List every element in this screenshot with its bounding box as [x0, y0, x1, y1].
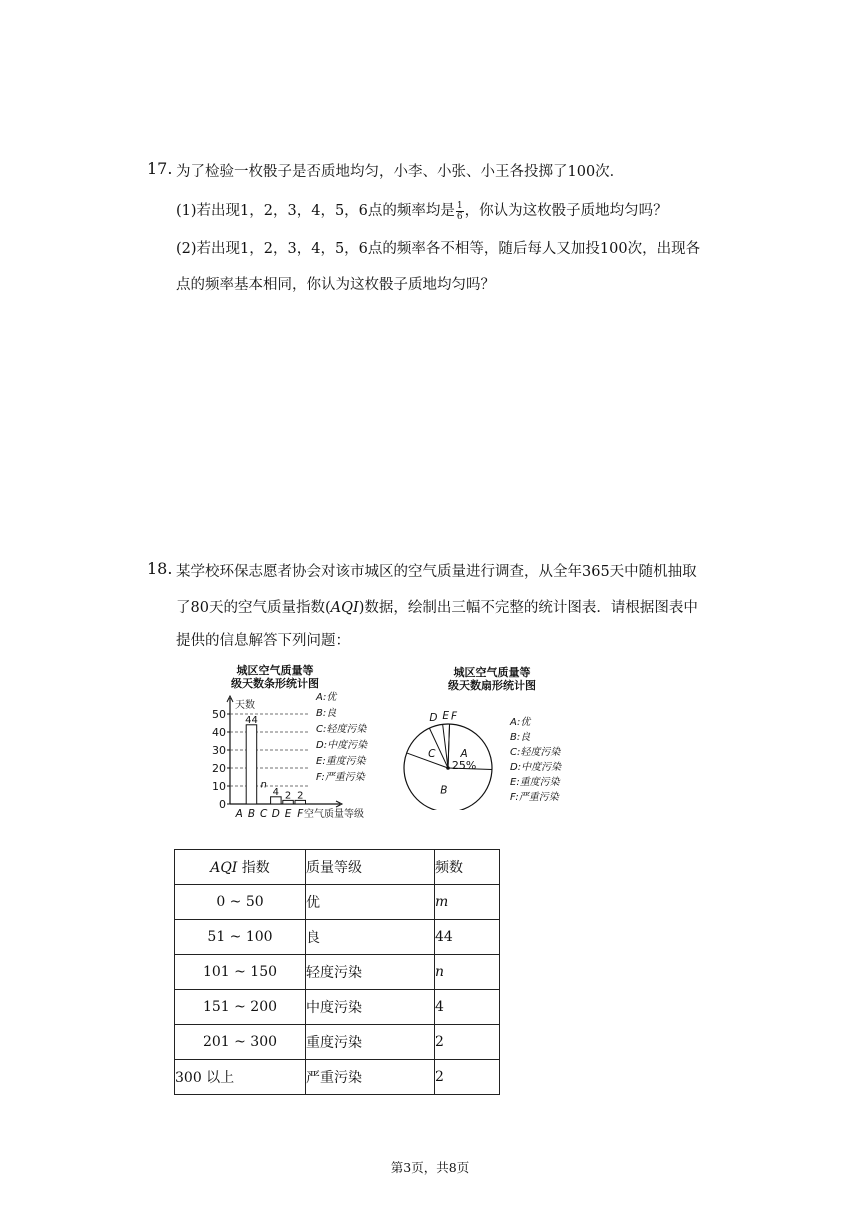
pie-slice-label-D: D: [429, 712, 438, 725]
bar-legend-item: C:轻度污染: [316, 724, 367, 735]
bar-data-label: 44: [245, 714, 258, 726]
pie-legend-item: E:重度污染: [510, 777, 560, 788]
pie-legend-item: F:严重污染: [510, 792, 559, 803]
y-tick-label: 20: [212, 762, 226, 775]
pie-chart: [400, 660, 580, 810]
header-aqi-abbr: AQI: [210, 860, 238, 876]
pie-legend-item: D:中度污染: [510, 762, 562, 773]
cell-aqi-range: 101 ~ 150: [175, 955, 306, 990]
fraction-one-sixth: [456, 201, 464, 222]
bar-data-label: 2: [297, 790, 304, 802]
table-row: [175, 1025, 500, 1060]
x-tick-label: E: [284, 808, 292, 820]
fraction-denominator: 6: [456, 211, 463, 222]
bar-data-label: 4: [272, 786, 280, 798]
cell-frequency: n: [435, 955, 500, 990]
x-tick-label: B: [247, 808, 256, 820]
part-1-text-before: (1)若出现1，2，3，4，5，6点的频率均是: [176, 203, 455, 219]
bar-legend-item: B:良: [316, 708, 337, 719]
cell-quality-level: 轻度污染: [306, 955, 435, 990]
bar-data-label: 2: [284, 790, 292, 802]
cell-aqi-range: 300 以上: [175, 1060, 306, 1095]
y-tick-label: 0: [219, 798, 226, 811]
cell-aqi-range: 51 ~ 100: [175, 920, 306, 955]
bar-data-label: n: [260, 779, 267, 791]
pie-slice-label-E: E: [442, 710, 450, 723]
bar-D: [271, 797, 282, 804]
cell-aqi-range: 201 ~ 300: [175, 1025, 306, 1060]
cell-aqi-range: 0 ~ 50: [175, 885, 306, 920]
x-tick-label: A: [235, 808, 243, 820]
table-row: [175, 885, 500, 920]
table-row: [175, 990, 500, 1025]
x-tick-label: F: [297, 808, 304, 820]
line-2-after: )数据，绘制出三幅不完整的统计图表．请根据图表中: [358, 600, 698, 616]
cell-quality-level: 重度污染: [306, 1025, 435, 1060]
bar-B: [246, 725, 257, 804]
bar-chart-title-line-2: 级天数条形统计图: [231, 677, 319, 690]
cell-quality-level: 良: [306, 920, 435, 955]
table-row: [175, 920, 500, 955]
pie-slice-label-A: A: [460, 747, 468, 760]
cell-quality-level: 优: [306, 885, 435, 920]
part-1-text-after: ，你认为这枚骰子质地均匀吗？: [464, 203, 668, 219]
bar-legend-item: F:严重污染: [316, 772, 365, 783]
question-18-line-1: 某学校环保志愿者协会对该市城区的空气质量进行调查，从全年365天中随机抽取: [176, 564, 697, 580]
header-level: 质量等级: [306, 850, 435, 885]
pie-chart-title-line-2: 级天数扇形统计图: [448, 679, 536, 692]
table-header-row: [175, 850, 500, 885]
question-17-number: 17.: [147, 159, 173, 178]
y-tick-label: 50: [212, 708, 226, 721]
question-18-line-2: [176, 596, 698, 617]
cell-frequency: 2: [435, 1060, 500, 1095]
question-17-part-2-line-2: 点的频率基本相同，你认为这枚骰子质地均匀吗？: [176, 277, 495, 293]
header-aqi-suffix: 指数: [241, 860, 270, 876]
cell-frequency: 44: [435, 920, 500, 955]
bar-chart: [180, 658, 395, 823]
y-tick-label: 10: [212, 780, 226, 793]
cell-frequency: 2: [435, 1025, 500, 1060]
bar-legend-item: D:中度污染: [316, 740, 368, 751]
page-footer: 第3页，共8页: [390, 1160, 470, 1175]
pie-slice-label-F: F: [450, 710, 458, 723]
aqi-table: [174, 849, 500, 1095]
pie-legend-item: A:优: [510, 717, 531, 728]
cell-aqi-range: 151 ~ 200: [175, 990, 306, 1025]
cell-quality-level: 严重污染: [306, 1060, 435, 1095]
pie-slice-label-B: B: [440, 784, 448, 797]
header-frequency: 频数: [435, 850, 500, 885]
aqi-abbr: AQI: [330, 600, 359, 616]
cell-quality-level: 中度污染: [306, 990, 435, 1025]
question-18-number: 18.: [147, 559, 173, 578]
pie-chart-title: 城区空气质量等: [453, 666, 531, 679]
bar-legend-item: E:重度污染: [316, 756, 366, 767]
x-axis-label: 空气质量等级: [304, 809, 364, 820]
cell-frequency: m: [435, 885, 500, 920]
line-2-before: 了80天的空气质量指数(: [176, 600, 331, 616]
pie-slice-percent: 25%: [451, 758, 477, 772]
header-aqi: [175, 850, 306, 885]
y-tick-label: 30: [212, 744, 226, 757]
fraction-numerator: 1: [456, 200, 463, 211]
question-17-stem: 为了检验一枚骰子是否质地均匀，小李、小张、小王各投掷了100次．: [176, 164, 625, 180]
table-row: [175, 1060, 500, 1095]
pie-legend-item: C:轻度污染: [510, 747, 561, 758]
question-18-line-3: 提供的信息解答下列问题：: [176, 633, 350, 649]
pie-slice-label-C: C: [428, 748, 436, 761]
bar-legend-item: A:优: [316, 692, 337, 703]
y-axis-label: 天数: [235, 700, 255, 711]
x-tick-label: C: [259, 808, 268, 820]
question-17-part-2-line-1: (2)若出现1，2，3，4，5，6点的频率各不相等，随后每人又加投100次，出现各: [176, 241, 701, 257]
table-row: [175, 955, 500, 990]
pie-center: [446, 766, 450, 770]
pie-legend-item: B:良: [510, 732, 531, 743]
x-tick-label: D: [271, 808, 280, 820]
y-tick-label: 40: [212, 726, 226, 739]
bar-chart-title: 城区空气质量等: [236, 664, 314, 677]
cell-frequency: 4: [435, 990, 500, 1025]
question-17-part-1: [176, 199, 668, 222]
